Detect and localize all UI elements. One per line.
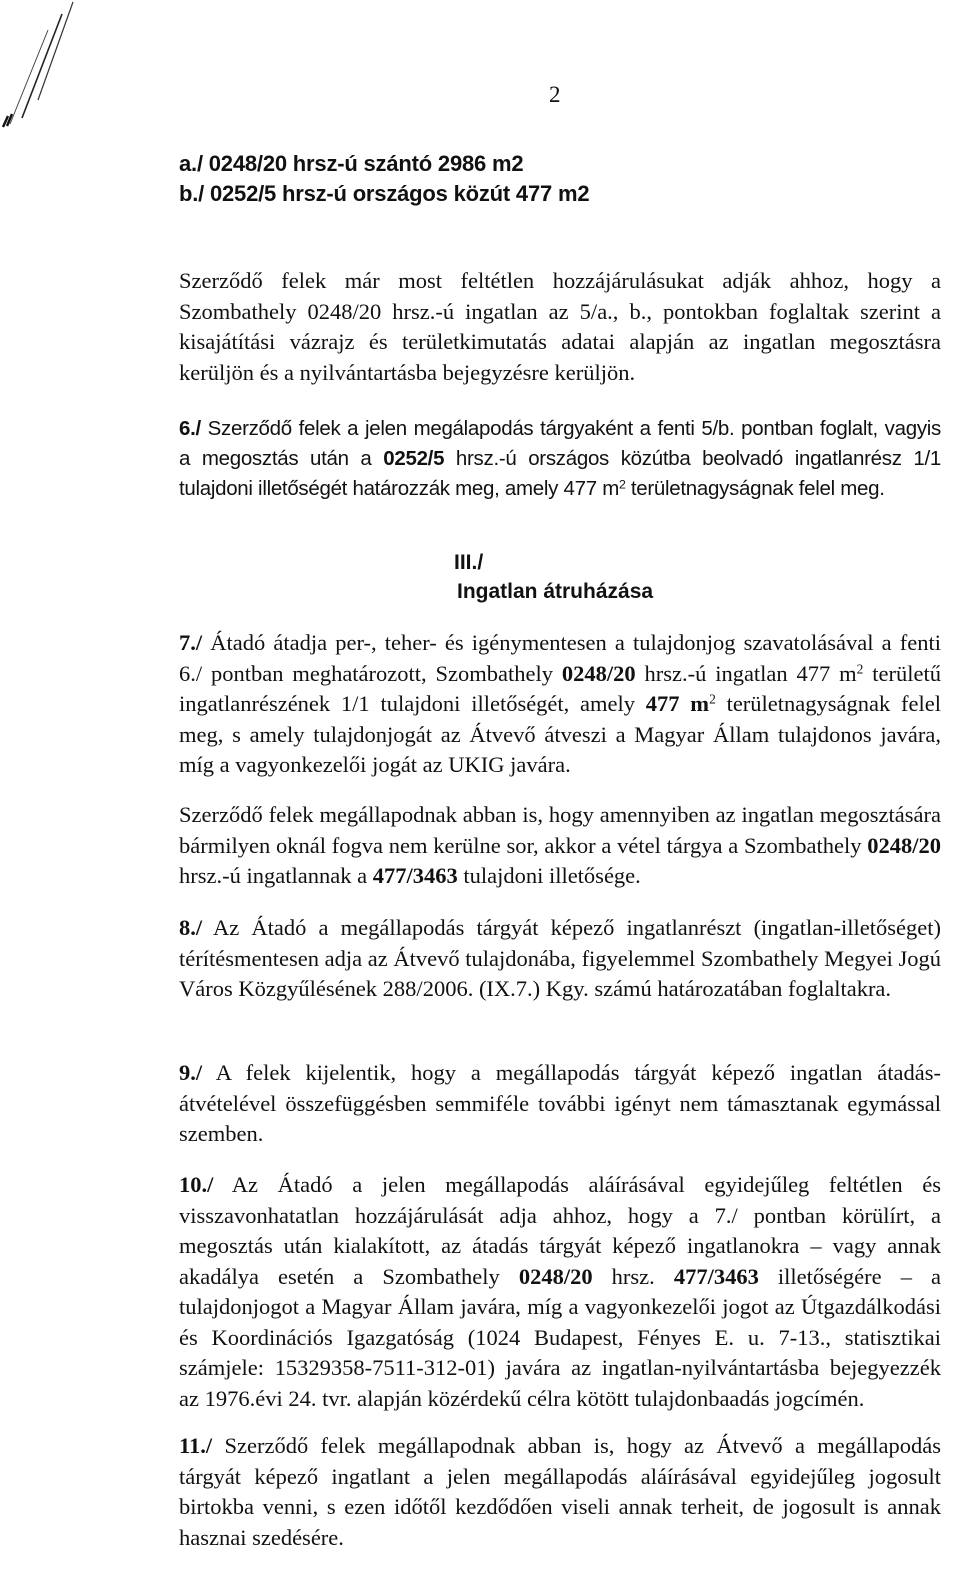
paragraph-11: 11./ Szerződő felek megállapodnak abban is, hogy az Átvevő a megállapodás tárgyát képező ingatlant a jelen megállapodás aláírásával egyidejűleg jogosult birtokba venni, s ezen időtől kezdődően viseli annak terheit, de jogosult is annak hasznai szedésére. (179, 1433, 941, 1550)
paragraph-number: 9./ (179, 1060, 203, 1085)
margin-pen-marks (0, 0, 120, 130)
paragraph-7: 7./ Átadó átadja per-, teher- és igénymentesen a tulajdonjog szavatolásával a fenti 6./ pontban meghatározott, Szombathely 0248/20 hrsz.-ú ingatlan 477 $m^2$ területű ingatlanrészének 1/1 tulajdoni illetőségét, amely 477 $m^2$ területnagyságnak felel meg, s amely tulajdonjogát az Átvevő átveszi a Magyar Állam tulajdonos javára, míg a vagyonkezelői jogát az UKIG javára. (179, 630, 941, 777)
paragraph-number: 6./ (179, 417, 201, 440)
paragraph-10: 10./ Az Átadó a jelen megállapodás aláírásával egyidejűleg feltétlen és visszavonhatatlan hozzájárulását adja ahhoz, hogy a 7./ pontban körülírt, a megosztás után kialakított, az átadás tárgyát képező ingatlanokra – vagy annak akadálya esetén a Szombathely 0248/20 hrsz. 477/3463 illetőségére – a tulajdonjogot a Magyar Állam javára, míg a vagyonkezelői jogot az Útgazdálkodási és Koordinációs Igazgatóság (1024 Budapest, Fényes E. u. 7-13., statisztikai számjele: 15329358-7511-312-01) javára az ingatlan-nyilvántartásba bejegyezzék az 1976.évi 24. tvr. alapján közérdekű célra kötött tulajdonbaadás jogcímén. (179, 1172, 941, 1411)
intro-paragraph: Szerződő felek már most feltétlen hozzájárulásukat adják ahhoz, hogy a Szombathely 0248/20 hrsz.-ú ingatlan az 5/a., b., pontokban foglaltak szerint a kisajátítási vázrajz és területkimutatás adatai alapján az ingatlan megosztásra kerüljön és a nyilvántartásba bejegyzésre kerüljön. (179, 268, 941, 385)
paragraph-8: 8./ Az Átadó a megállapodás tárgyát képező ingatlanrészt (ingatlan-illetőséget) térítésmentesen adja az Átvevő tulajdonába, figyelemmel Szombathely Megyei Jogú Város Közgyűlésének 288/2006. (IX.7.) Kgy. számú határozatában foglaltakra. (179, 915, 941, 1001)
paragraph-number: 8./ (179, 915, 203, 940)
section-title: Ingatlan átruházása (457, 580, 654, 603)
paragraph-number: 11./ (179, 1433, 213, 1458)
list-item-a: a./ 0248/20 hrsz-ú szántó 2986 m2 (179, 151, 524, 176)
page-number: 2 (549, 82, 561, 107)
paragraph-7-continued: Szerződő felek megállapodnak abban is, hogy amennyiben az ingatlan megosztására bármilyen oknál fogva nem kerülne sor, akkor a vétel tárgya a Szombathely 0248/20 hrsz.-ú ingatlannak a 477/3463 tulajdoni illetősége. (179, 802, 941, 888)
paragraph-number: 7./ (179, 630, 203, 655)
paragraph-number: 10./ (179, 1172, 214, 1197)
paragraph-6: 6./ Szerződő felek a jelen megálapodás tárgyaként a fenti 5/b. pontban foglalt, vagyis a megosztás után a 0252/5 hrsz.-ú országos közútba beolvadó ingatlanrész 1/1 tulajdoni illetőségét határozzák meg, amely 477 $m^2$ területnagyságnak felel meg. (179, 417, 941, 500)
list-item-b: b./ 0252/5 hrsz-ú országos közút 477 m2 (179, 181, 590, 206)
paragraph-9: 9./ A felek kijelentik, hogy a megállapodás tárgyát képező ingatlan átadás-átvételével összefüggésben semmiféle további igényt nem támasztanak egymással szemben. (179, 1060, 941, 1146)
section-number: III./ (454, 551, 484, 574)
